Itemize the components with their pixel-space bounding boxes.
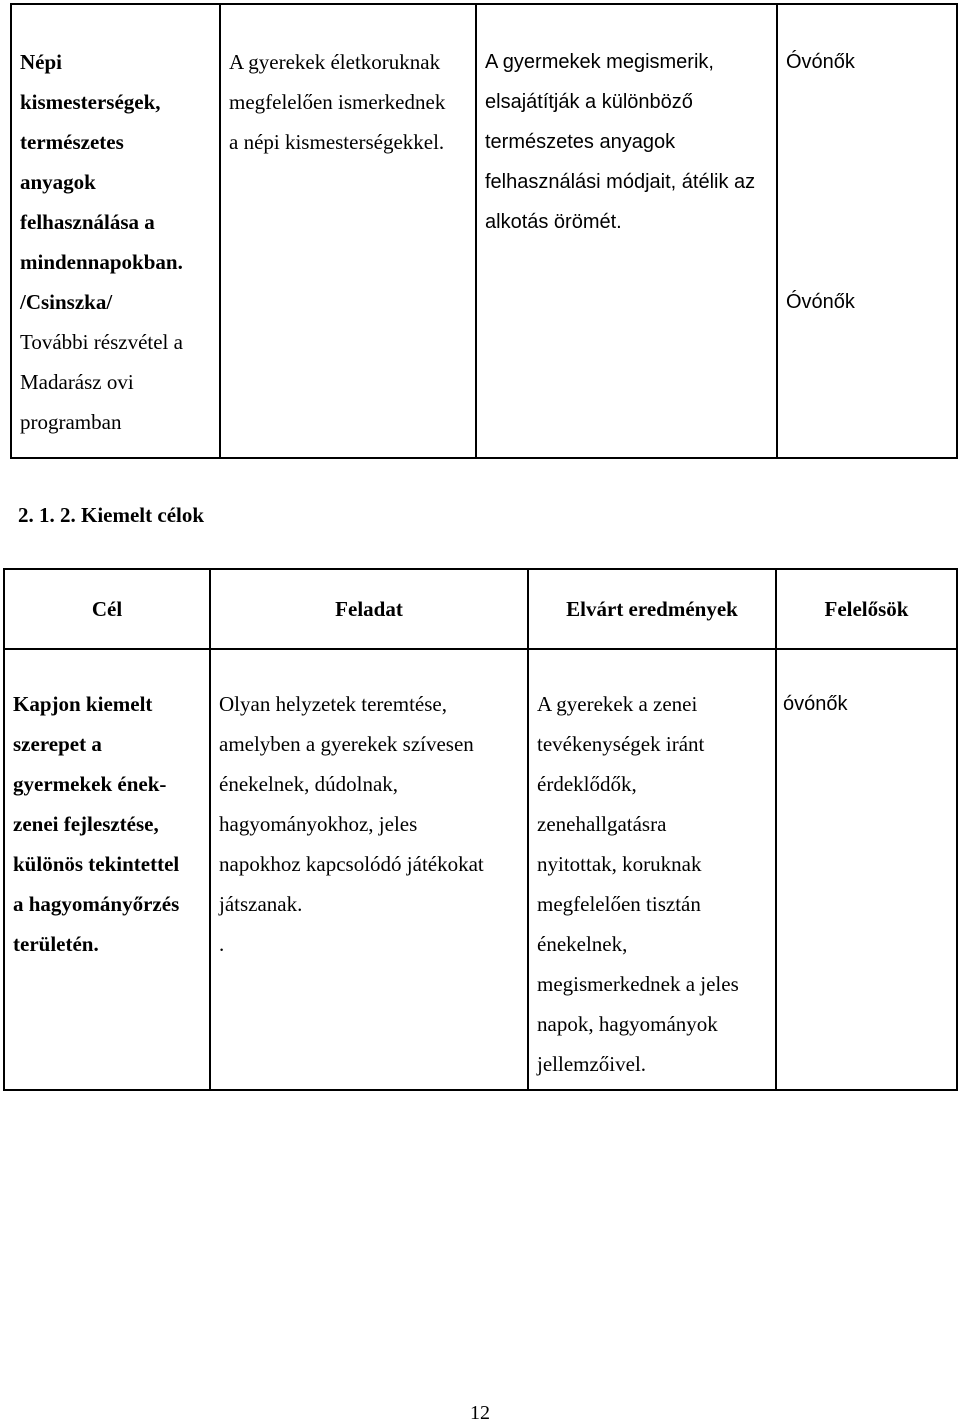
task-line: amelyben a gyerekek szívesen [219, 732, 474, 756]
section-heading: 2. 1. 2. Kiemelt célok [18, 503, 205, 527]
result-line: megfelelően tisztán [537, 892, 701, 916]
goal-line: /Csinszka/ [20, 290, 113, 314]
result-line: énekelnek, [537, 932, 628, 956]
goal-line: Madarász ovi [20, 370, 134, 394]
goal-line: mindennapokban. [20, 250, 183, 274]
result-line: érdeklődők, [537, 772, 637, 796]
header-goal: Cél [5, 570, 211, 648]
result-line: tevékenységek iránt [537, 732, 705, 756]
result-line: A gyermekek megismerik, [485, 51, 714, 73]
responsible-text: Óvónők [786, 51, 855, 73]
goal-line: felhasználása a [20, 210, 155, 234]
result-cell [477, 5, 778, 457]
responsible-text: Óvónők [786, 291, 855, 313]
goal-line: Népi [20, 50, 62, 74]
goal-cell [12, 5, 221, 457]
task-cell [221, 5, 477, 457]
task-line: hagyományokhoz, jeles [219, 812, 418, 836]
goal-line: kismesterségek, [20, 90, 161, 114]
goal-line: a hagyományőrzés [13, 892, 180, 916]
task-line: játszanak. [219, 892, 303, 916]
header-responsible: Felelősök [824, 596, 909, 621]
goal-line: szerepet a [13, 732, 102, 756]
task-cell [211, 650, 529, 1089]
task-line: énekelnek, dúdolnak, [219, 772, 399, 796]
result-line: felhasználási módjait, átélik az [485, 171, 756, 193]
task-line: A gyerekek életkoruknak [229, 50, 441, 74]
goal-line: zenei fejlesztése, [13, 812, 159, 836]
responsible-cell [778, 5, 956, 457]
goal-line: különös tekintettel [13, 852, 180, 876]
task-line: a népi kismesterségekkel. [229, 130, 445, 154]
goal-line: területén. [13, 932, 99, 956]
task-line: Olyan helyzetek teremtése, [219, 692, 447, 716]
result-line: természetes anyagok [485, 131, 676, 153]
task-line: . [219, 932, 225, 956]
activities-table [10, 3, 958, 459]
goals-table-header [3, 568, 958, 650]
result-line: nyitottak, koruknak [537, 852, 702, 876]
goal-line: természetes [20, 130, 124, 154]
goal-line: További részvétel a [20, 330, 183, 354]
result-line: alkotás örömét. [485, 211, 622, 233]
header-expected-results: Elvárt eredmények [529, 570, 777, 648]
result-line: zenehallgatásra [537, 812, 667, 836]
result-line: A gyerekek a zenei [537, 692, 698, 716]
goals-table-body [3, 648, 958, 1091]
result-cell [529, 650, 777, 1089]
task-line: napokhoz kapcsolódó játékokat [219, 852, 484, 876]
result-line: megismerkednek a jeles [537, 972, 739, 996]
goal-cell [5, 650, 211, 1089]
task-line: megfelelően ismerkednek [229, 90, 446, 114]
responsible-cell [777, 650, 956, 1089]
goal-line: Kapjon kiemelt [13, 692, 153, 716]
result-line: jellemzőivel. [537, 1052, 647, 1076]
result-line: napok, hagyományok [537, 1012, 718, 1036]
goal-line: gyermekek ének- [13, 772, 167, 796]
responsible-text: óvónők [783, 693, 848, 715]
header-task: Feladat [211, 570, 529, 648]
goal-line: anyagok [20, 170, 96, 194]
result-line: elsajátítják a különböző [485, 91, 693, 113]
goal-line: programban [20, 410, 122, 434]
page-number: 12 [470, 1402, 490, 1424]
